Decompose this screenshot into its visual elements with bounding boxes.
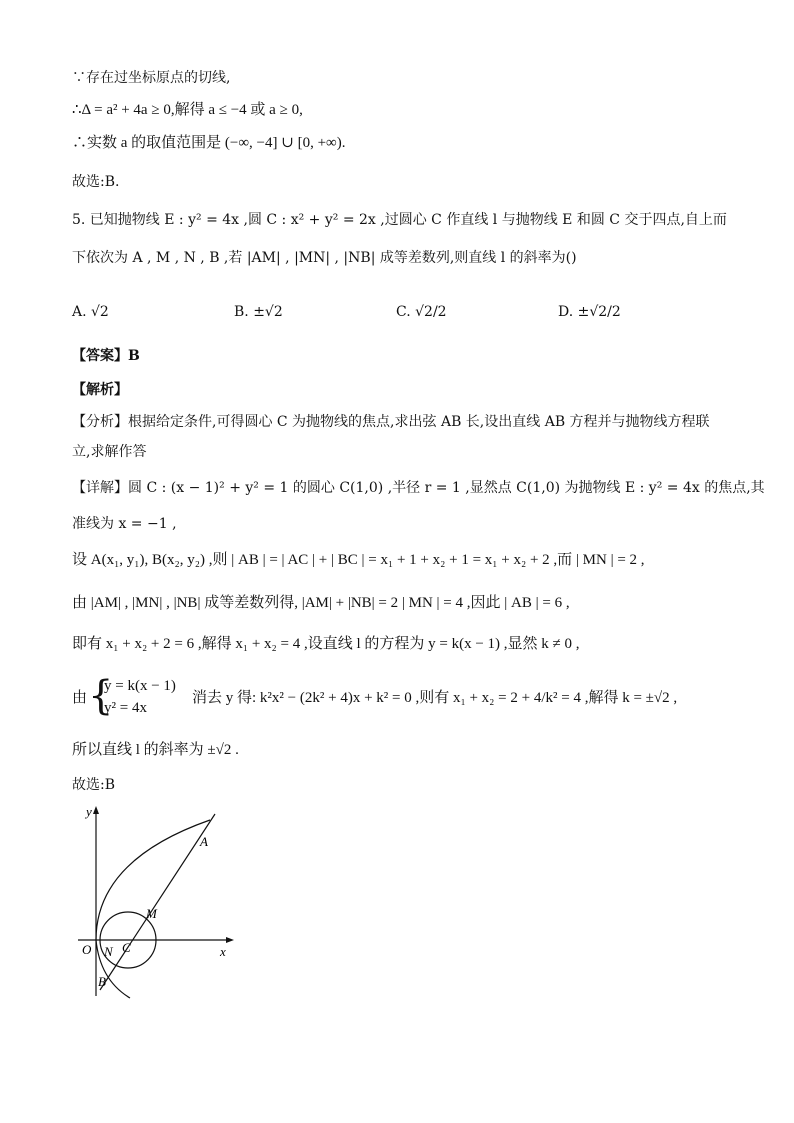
conclusion-line: 所以直线 l 的斜率为 ±√2 . bbox=[72, 742, 239, 758]
final-answer-line: 故选:B bbox=[72, 777, 116, 793]
question-5-line1: 5. 已知抛物线 E : y² = 4x ,圆 C : x² + y² = 2x ,过圆心 C 作直线 l 与抛物线 E 和圆 C 交于四点,自上而 bbox=[72, 212, 727, 228]
choice-b: B. ±√2 bbox=[234, 304, 283, 320]
analysis-line1: 【分析】根据给定条件,可得圆心 C 为抛物线的焦点,求出弦 AB 长,设出直线 AB 方程并与抛物线方程联 bbox=[72, 414, 710, 430]
choice-c: C. √2/2 bbox=[396, 304, 447, 320]
system-eq-bottom: y² = 4x bbox=[104, 700, 147, 716]
step-line1: 设 A(x₁, y₁), B(x₂, y₂) ,则 | AB | = | AC | + | BC | = x₁ + 1 + x₂ + 1 = x₁ + x₂ + 2 ,而 | MN | = 2 , bbox=[72, 552, 645, 568]
label-y: y bbox=[86, 804, 92, 819]
answer-label: 【答案】B bbox=[72, 348, 140, 364]
analysis-line2: 立,求解作答 bbox=[72, 444, 147, 460]
choice-a: A. √2 bbox=[72, 304, 109, 320]
label-n: N bbox=[104, 944, 113, 959]
x-axis-arrow bbox=[226, 937, 234, 943]
label-m: M bbox=[146, 906, 157, 921]
detail-line2: 准线为 x = −1 , bbox=[72, 516, 177, 532]
label-b: B bbox=[98, 974, 106, 989]
system-brace: { bbox=[88, 673, 114, 719]
step-line2: 由 |AM| , |MN| , |NB| 成等差数列得, |AM| + |NB| = 2 | MN | = 4 ,因此 | AB | = 6 , bbox=[72, 595, 570, 611]
step4-rest: 消去 y 得: k²x² − (2k² + 4)x + k² = 0 ,则有 x₁ + x₂ = 2 + 4/k² = 4 ,解得 k = ±√2 , bbox=[192, 690, 678, 706]
line-range: ∴实数 a 的取值范围是 (−∞, −4] ∪ [0, +∞). bbox=[72, 135, 346, 151]
choice-d: D. ±√2/2 bbox=[558, 304, 621, 320]
system-eq-top: y = k(x − 1) bbox=[104, 678, 176, 694]
line-l bbox=[100, 814, 215, 990]
label-c: C bbox=[122, 940, 131, 955]
detail-line1: 【详解】圆 C : (x − 1)² + y² = 1 的圆心 C(1,0) ,半径 r = 1 ,显然点 C(1,0) 为抛物线 E : y² = 4x 的焦点,其 bbox=[72, 480, 765, 496]
parabola-circle-figure bbox=[70, 800, 240, 1000]
label-a: A bbox=[200, 834, 208, 849]
step4-prefix: 由 bbox=[72, 690, 88, 706]
label-o: O bbox=[82, 942, 92, 957]
line-choose-prev: 故选:B. bbox=[72, 174, 120, 190]
analysis-heading: 【解析】 bbox=[72, 382, 128, 398]
step-line3: 即有 x₁ + x₂ + 2 = 6 ,解得 x₁ + x₂ = 4 ,设直线 l 的方程为 y = k(x − 1) ,显然 k ≠ 0 , bbox=[72, 636, 580, 652]
line-discriminant: ∴Δ = a² + 4a ≥ 0,解得 a ≤ −4 或 a ≥ 0, bbox=[72, 102, 303, 118]
line-tangent: ∵存在过坐标原点的切线, bbox=[72, 70, 231, 86]
question-5-line2: 下依次为 A , M , N , B ,若 |AM| , |MN| , |NB| 成等差数列,则直线 l 的斜率为() bbox=[72, 250, 577, 266]
y-axis-arrow bbox=[93, 806, 99, 814]
label-x: x bbox=[220, 944, 226, 959]
